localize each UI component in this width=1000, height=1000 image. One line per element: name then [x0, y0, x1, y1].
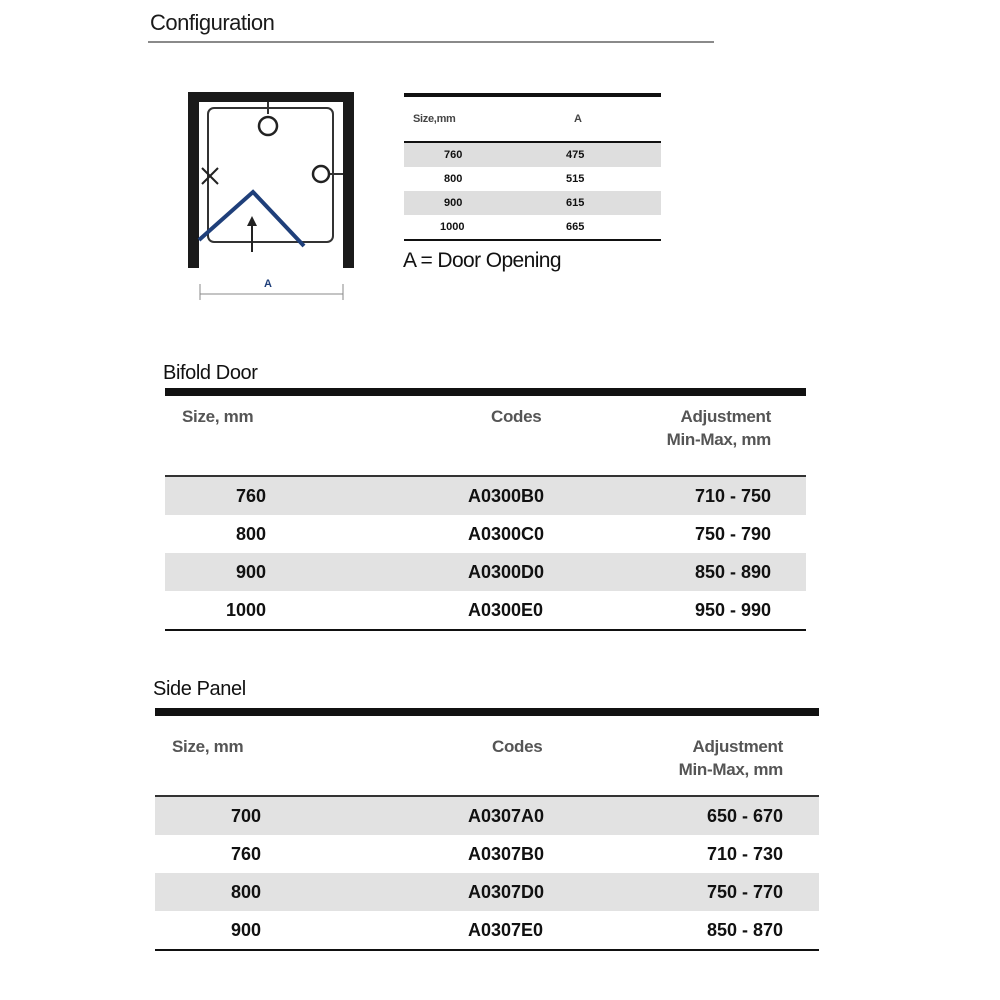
cell-size: 800 — [444, 173, 463, 185]
cell-code: A0307B0 — [468, 844, 545, 864]
cell-size: 1000 — [225, 600, 266, 620]
cell-code: A0300B0 — [468, 486, 545, 506]
table-header — [165, 396, 806, 477]
header-codes: Codes — [492, 737, 543, 756]
table-row — [404, 167, 661, 191]
table-row — [155, 873, 819, 911]
cell-adjustment: 650 - 670 — [706, 806, 783, 826]
shower-head-icon — [259, 117, 277, 135]
header-adjustment: Adjustment — [680, 407, 771, 426]
cell-a: 475 — [566, 149, 585, 161]
cell-size: 900 — [235, 562, 266, 582]
cell-size: 760 — [444, 149, 463, 161]
cell-adjustment: 710 - 730 — [706, 844, 783, 864]
table-header — [155, 716, 819, 797]
enclosure-top-wall — [188, 92, 354, 102]
cell-size: 700 — [230, 806, 261, 826]
cell-size: 800 — [230, 882, 261, 902]
table-row — [165, 477, 806, 515]
cell-a: 515 — [566, 173, 585, 185]
cell-size: 800 — [235, 524, 266, 544]
dimension-label: A — [264, 278, 272, 290]
header-adjustment-range: Min-Max, mm — [678, 760, 783, 779]
header-adjustment-range: Min-Max, mm — [666, 430, 771, 449]
cell-adjustment: 710 - 750 — [694, 486, 771, 506]
table-top-rule — [165, 388, 806, 396]
cell-code: A0300C0 — [468, 524, 545, 544]
cell-adjustment: 850 - 890 — [694, 562, 771, 582]
table-top-rule — [155, 708, 819, 716]
table-row — [155, 835, 819, 873]
cell-adjustment: 950 - 990 — [694, 600, 771, 620]
cell-a: 615 — [566, 197, 585, 209]
header-codes: Codes — [491, 407, 542, 426]
side-panel-title: Side Panel — [153, 678, 246, 700]
table-row — [404, 215, 661, 239]
table-header — [404, 97, 661, 143]
cell-adjustment: 750 - 770 — [706, 882, 783, 902]
header-size: Size, mm — [172, 737, 244, 756]
cell-a: 665 — [566, 221, 585, 233]
table-row — [165, 515, 806, 553]
table-bottom-rule — [404, 239, 661, 241]
cell-code: A0300D0 — [468, 562, 545, 582]
configuration-title: Configuration — [150, 10, 275, 35]
header-adjustment: Adjustment — [692, 737, 783, 756]
table-row — [155, 911, 819, 949]
enclosure-left-wall — [188, 92, 199, 268]
cell-size: 760 — [230, 844, 261, 864]
cell-size: 900 — [444, 197, 463, 209]
table-row — [404, 191, 661, 215]
cell-size: 1000 — [440, 221, 465, 233]
header-size: Size,mm — [413, 113, 456, 125]
table-row — [165, 553, 806, 591]
cell-adjustment: 850 - 870 — [706, 920, 783, 940]
cell-code: A0307A0 — [468, 806, 545, 826]
arrow-up-icon — [247, 216, 257, 226]
header-size: Size, mm — [182, 407, 254, 426]
table-row — [165, 591, 806, 629]
table-bottom-rule — [155, 949, 819, 951]
door-opening-table — [404, 93, 661, 241]
valve-icon — [313, 166, 329, 182]
cell-size: 760 — [235, 486, 266, 506]
cell-size: 900 — [230, 920, 261, 940]
side-panel-table — [155, 708, 819, 951]
enclosure-right-wall — [343, 92, 354, 268]
configuration-rule — [148, 41, 714, 43]
table-row — [404, 143, 661, 167]
door-opening-note: A = Door Opening — [403, 249, 561, 272]
bifold-door-table — [165, 388, 806, 631]
enclosure-diagram — [180, 88, 360, 308]
cell-code: A0300E0 — [468, 600, 544, 620]
header-a: A — [574, 113, 582, 125]
table-bottom-rule — [165, 629, 806, 631]
cell-adjustment: 750 - 790 — [694, 524, 771, 544]
bifold-door-title: Bifold Door — [163, 362, 258, 384]
cell-code: A0307E0 — [468, 920, 544, 940]
cell-code: A0307D0 — [468, 882, 545, 902]
table-row — [155, 797, 819, 835]
